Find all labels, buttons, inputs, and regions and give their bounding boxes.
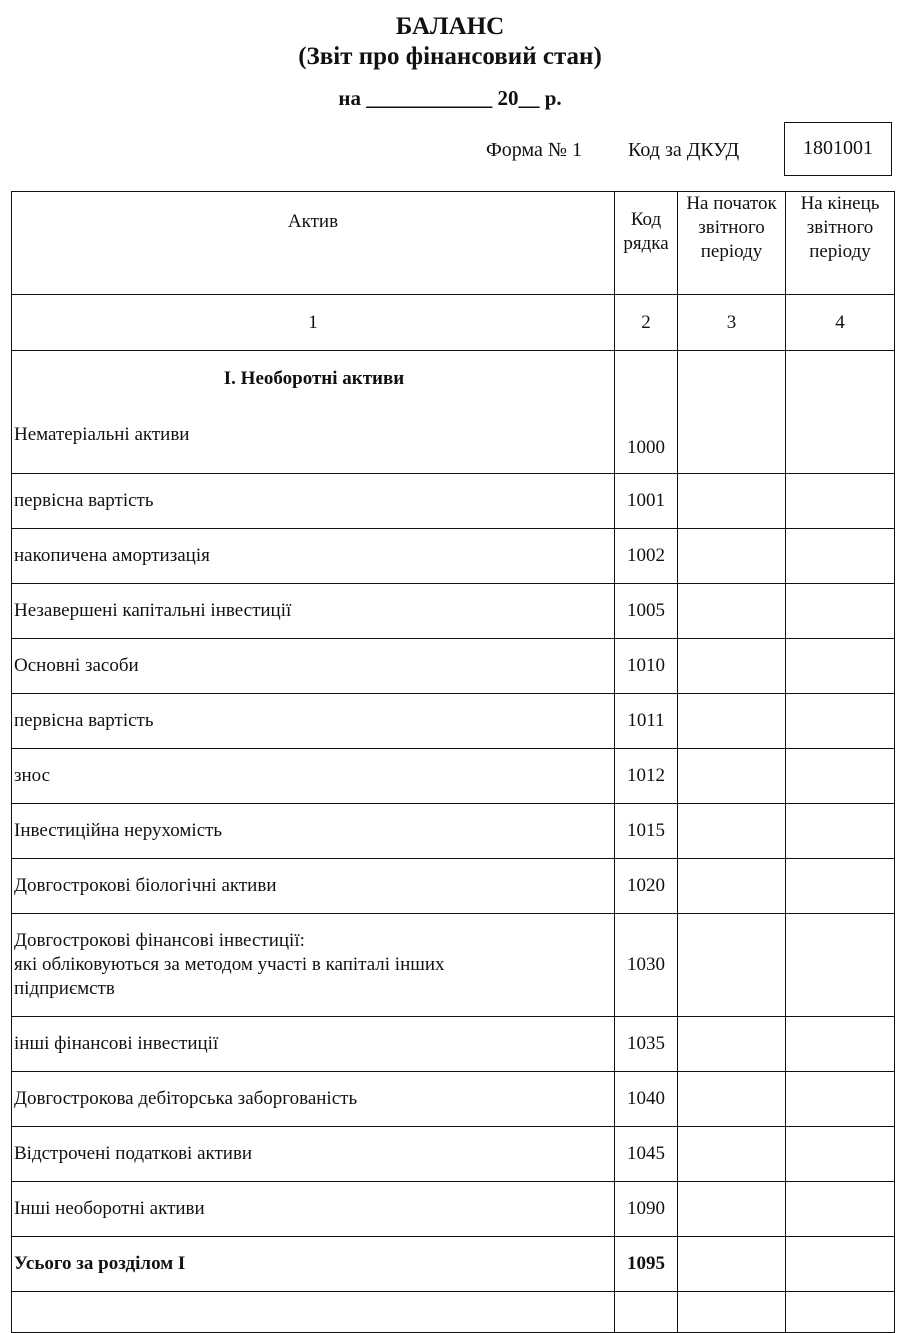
- value-start-cell[interactable]: [678, 749, 786, 804]
- table-row: [12, 1072, 895, 1127]
- row-name-line3: підприємств: [14, 978, 115, 999]
- row-name: Довгострокова дебіторська заборгованість: [12, 1072, 615, 1127]
- column-header-period-start: На початок звітного періоду: [678, 192, 786, 295]
- row-code: 1005: [615, 584, 678, 639]
- value-start-cell[interactable]: [678, 859, 786, 914]
- value-end-cell[interactable]: [786, 1182, 895, 1237]
- value-start-cell[interactable]: [678, 1017, 786, 1072]
- empty-cell: [615, 1292, 678, 1333]
- value-start-cell[interactable]: [678, 1127, 786, 1182]
- row-name: Незавершені капітальні інвестиції: [12, 584, 615, 639]
- document-subtitle: (Звіт про фінансовий стан): [298, 43, 602, 70]
- column-header-period-end: На кінець звітного періоду: [786, 192, 895, 295]
- row-name: Відстрочені податкові активи: [12, 1127, 615, 1182]
- table-row-partial: [12, 1292, 895, 1333]
- table-row: [12, 804, 895, 859]
- empty-cell: [678, 1292, 786, 1333]
- row-code: 1040: [615, 1072, 678, 1127]
- table-row: [12, 1127, 895, 1182]
- column-header-row-code: Код рядка: [615, 192, 678, 295]
- row-name: знос: [12, 749, 615, 804]
- row-name: Довгострокові біологічні активи: [12, 859, 615, 914]
- row-name: Інвестиційна нерухомість: [12, 804, 615, 859]
- table-row-total: [12, 1237, 895, 1292]
- column-number-1: 1: [12, 295, 615, 351]
- value-start-cell[interactable]: [678, 529, 786, 584]
- value-start-cell[interactable]: [678, 804, 786, 859]
- dkud-code-box: 1801001: [784, 122, 892, 176]
- value-start-cell[interactable]: [678, 1072, 786, 1127]
- value-end-cell[interactable]: [786, 804, 895, 859]
- table-row: [12, 694, 895, 749]
- row-code: 1035: [615, 1017, 678, 1072]
- value-start-cell[interactable]: [678, 584, 786, 639]
- table-row: [12, 914, 895, 1017]
- table-row: [12, 859, 895, 914]
- row-code: 1020: [615, 859, 678, 914]
- value-start-cell[interactable]: [678, 639, 786, 694]
- row-name: первісна вартість: [12, 474, 615, 529]
- column-numbers-row: [12, 295, 895, 351]
- value-end-cell[interactable]: [786, 639, 895, 694]
- total-row-code: 1095: [615, 1237, 678, 1292]
- column-number-2: 2: [615, 295, 678, 351]
- table-row: [12, 584, 895, 639]
- row-name-cell: [12, 914, 615, 1017]
- column-number-4: 4: [786, 295, 895, 351]
- row-code: 1010: [615, 639, 678, 694]
- row-name: накопичена амортизація: [12, 529, 615, 584]
- value-end-cell[interactable]: [786, 1017, 895, 1072]
- value-end-cell[interactable]: [786, 1237, 895, 1292]
- value-end-cell[interactable]: [786, 914, 895, 1017]
- column-header-asset: Актив: [12, 192, 615, 295]
- empty-cell: [786, 1292, 895, 1333]
- row-name: первісна вартість: [12, 694, 615, 749]
- total-row-name: Усього за розділом I: [12, 1237, 615, 1292]
- column-number-3: 3: [678, 295, 786, 351]
- value-end-cell[interactable]: [786, 1127, 895, 1182]
- row-name: Інші необоротні активи: [12, 1182, 615, 1237]
- row-code: 1002: [615, 529, 678, 584]
- row-name: Основні засоби: [12, 639, 615, 694]
- row-code: 1090: [615, 1182, 678, 1237]
- table-header-row: [12, 192, 895, 295]
- row-name: інші фінансові інвестиції: [12, 1017, 615, 1072]
- row-code: 1001: [615, 474, 678, 529]
- value-end-cell[interactable]: [786, 749, 895, 804]
- table-row: [12, 639, 895, 694]
- value-start-cell[interactable]: [678, 914, 786, 1017]
- value-end-cell[interactable]: [786, 1072, 895, 1127]
- value-end-cell[interactable]: [786, 529, 895, 584]
- value-start-cell[interactable]: [678, 1237, 786, 1292]
- table-row: [12, 749, 895, 804]
- row-code: 1045: [615, 1127, 678, 1182]
- row-name: Довгострокові фінансові інвестиції:: [14, 930, 305, 951]
- row-code: 1012: [615, 749, 678, 804]
- table-row: [12, 1182, 895, 1237]
- table-row: [12, 474, 895, 529]
- value-start-cell[interactable]: [678, 474, 786, 529]
- document-title: БАЛАНС: [395, 13, 505, 40]
- row-name-line2: які обліковуються за методом участі в капіталі інших: [14, 954, 445, 975]
- row-code: 1015: [615, 804, 678, 859]
- value-end-cell[interactable]: [786, 474, 895, 529]
- table-row: [12, 1017, 895, 1072]
- value-start-cell[interactable]: [678, 1182, 786, 1237]
- empty-cell: [12, 1292, 615, 1333]
- value-end-cell[interactable]: [786, 351, 895, 474]
- balance-table: [11, 191, 895, 1333]
- value-end-cell[interactable]: [786, 694, 895, 749]
- table-row: [12, 351, 895, 474]
- row-code: 1000: [615, 351, 678, 474]
- form-number-label: Форма № 1: [486, 139, 582, 161]
- row-name-cell: [12, 351, 615, 474]
- row-code: 1030: [615, 914, 678, 1017]
- value-start-cell[interactable]: [678, 694, 786, 749]
- value-start-cell[interactable]: [678, 351, 786, 474]
- report-date-line: на ____________ 20__ р.: [338, 86, 562, 110]
- dkud-code-label: Код за ДКУД: [628, 139, 740, 161]
- table-row: [12, 529, 895, 584]
- row-code: 1011: [615, 694, 678, 749]
- value-end-cell[interactable]: [786, 859, 895, 914]
- value-end-cell[interactable]: [786, 584, 895, 639]
- section-title: I. Необоротні активи: [223, 368, 405, 389]
- row-name: Нематеріальні активи: [14, 424, 190, 445]
